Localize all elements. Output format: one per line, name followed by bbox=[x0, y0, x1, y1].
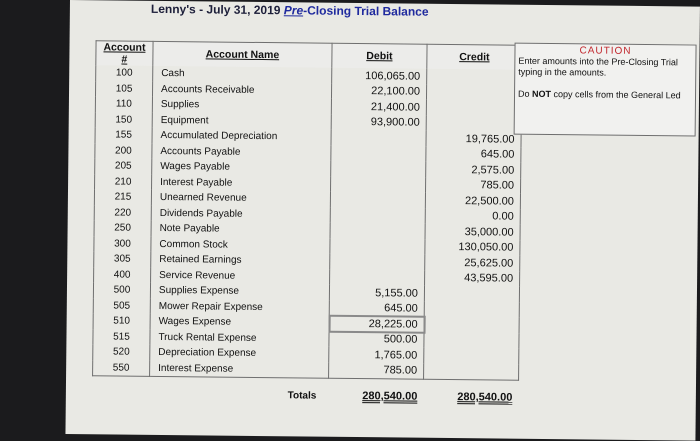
credit-cell[interactable] bbox=[426, 84, 521, 100]
credit-cell[interactable]: 43,595.00 bbox=[425, 270, 520, 286]
totals-row bbox=[92, 384, 518, 406]
credit-cell[interactable]: 2,575.00 bbox=[426, 162, 521, 178]
account-number-cell: 250 bbox=[94, 220, 151, 236]
debit-cell[interactable]: 28,225.00 bbox=[329, 316, 424, 332]
account-number-cell: 500 bbox=[93, 282, 150, 298]
account-name-cell: Depreciation Expense bbox=[150, 345, 329, 362]
credit-cell[interactable]: 22,500.00 bbox=[425, 193, 520, 209]
credit-cell[interactable] bbox=[424, 363, 519, 380]
account-name-cell: Service Revenue bbox=[151, 267, 330, 284]
account-name-cell: Wages Payable bbox=[152, 159, 331, 176]
debit-cell[interactable] bbox=[331, 176, 426, 192]
debit-header: Debit bbox=[332, 43, 427, 68]
credit-cell[interactable]: 645.00 bbox=[426, 146, 521, 162]
account-name-cell: Retained Earnings bbox=[151, 252, 330, 269]
account-name-cell: Accounts Receivable bbox=[152, 81, 331, 98]
account-number-cell: 215 bbox=[94, 189, 151, 205]
account-number-cell: 205 bbox=[95, 158, 152, 174]
trial-balance-body bbox=[92, 65, 522, 406]
trial-balance-table bbox=[92, 40, 523, 406]
account-number-cell: 105 bbox=[95, 81, 152, 97]
debit-cell[interactable] bbox=[330, 269, 425, 285]
credit-cell[interactable] bbox=[424, 317, 519, 333]
account-number-cell: 300 bbox=[94, 236, 151, 252]
totals-label: Totals bbox=[287, 389, 317, 402]
account-name-cell: Accounts Payable bbox=[152, 143, 331, 160]
account-name-header: Account Name bbox=[153, 41, 332, 67]
credit-cell[interactable] bbox=[426, 100, 521, 116]
account-name-cell: Wages Expense bbox=[150, 314, 329, 331]
caution-line-1: Enter amounts into the Pre-Closing Trial bbox=[518, 55, 679, 68]
debit-cell[interactable]: 21,400.00 bbox=[331, 99, 426, 115]
debit-cell[interactable]: 5,155.00 bbox=[329, 285, 424, 301]
caution-line-2: typing in the amounts. bbox=[518, 66, 607, 78]
caution-do: Do bbox=[517, 88, 533, 99]
total-credit[interactable]: 280,540.00 bbox=[457, 391, 513, 404]
account-name-cell: Note Payable bbox=[151, 221, 330, 238]
debit-cell[interactable] bbox=[330, 192, 425, 208]
debit-cell[interactable] bbox=[331, 145, 426, 161]
debit-cell[interactable]: 500.00 bbox=[329, 331, 424, 347]
credit-cell[interactable] bbox=[424, 301, 519, 317]
account-name-cell: Cash bbox=[153, 66, 332, 83]
credit-header: Credit bbox=[427, 44, 522, 69]
account-number-cell: 150 bbox=[95, 112, 152, 128]
account-number-cell: 200 bbox=[95, 143, 152, 159]
account-name-cell: Supplies Expense bbox=[150, 283, 329, 300]
debit-cell[interactable] bbox=[330, 223, 425, 239]
debit-cell[interactable] bbox=[330, 238, 425, 254]
credit-cell[interactable]: 25,625.00 bbox=[425, 255, 520, 271]
credit-cell[interactable] bbox=[424, 286, 519, 302]
account-name-cell: Common Stock bbox=[151, 236, 330, 253]
total-debit[interactable]: 280,540.00 bbox=[362, 390, 418, 403]
account-name-cell: Truck Rental Expense bbox=[150, 329, 329, 346]
account-name-cell: Dividends Payable bbox=[151, 205, 330, 222]
title-rest: -Closing Trial Balance bbox=[303, 3, 429, 19]
credit-cell[interactable] bbox=[426, 115, 521, 131]
title-prefix: Lenny's - July 31, 2019 bbox=[150, 1, 284, 18]
credit-cell[interactable] bbox=[424, 332, 519, 348]
caution-title: CAUTION bbox=[579, 45, 632, 57]
account-name-cell: Equipment bbox=[152, 112, 331, 129]
account-number-cell: 520 bbox=[93, 344, 150, 360]
account-number-cell: 100 bbox=[96, 65, 153, 81]
account-number-cell: 550 bbox=[93, 360, 150, 377]
debit-cell[interactable]: 93,900.00 bbox=[331, 114, 426, 130]
account-number-cell: 400 bbox=[94, 267, 151, 283]
credit-cell[interactable]: 0.00 bbox=[425, 208, 520, 224]
account-number-cell: 510 bbox=[93, 313, 150, 329]
credit-cell[interactable]: 130,050.00 bbox=[425, 239, 520, 255]
debit-cell[interactable] bbox=[331, 130, 426, 146]
credit-cell[interactable]: 35,000.00 bbox=[425, 224, 520, 240]
account-number-cell: 505 bbox=[93, 298, 150, 314]
caution-line-3-text: copy cells from the General Led bbox=[551, 89, 681, 101]
account-number-cell: 220 bbox=[94, 205, 151, 221]
account-name-cell: Interest Payable bbox=[152, 174, 331, 191]
account-name-cell: Accumulated Depreciation bbox=[152, 128, 331, 145]
account-number-header: Account # bbox=[96, 41, 153, 66]
account-name-cell: Mower Repair Expense bbox=[150, 298, 329, 315]
credit-cell[interactable]: 785.00 bbox=[426, 177, 521, 193]
debit-cell[interactable]: 22,100.00 bbox=[331, 83, 426, 99]
page-title bbox=[151, 2, 429, 19]
account-number-cell: 305 bbox=[94, 251, 151, 267]
account-number-cell: 110 bbox=[95, 96, 152, 112]
spreadsheet-sheet bbox=[65, 0, 700, 441]
account-name-cell: Supplies bbox=[152, 97, 331, 114]
credit-cell[interactable] bbox=[427, 69, 522, 85]
debit-cell[interactable] bbox=[331, 161, 426, 177]
account-name-cell: Interest Expense bbox=[150, 360, 329, 378]
account-number-cell: 515 bbox=[93, 329, 150, 345]
credit-cell[interactable] bbox=[424, 348, 519, 364]
caution-note bbox=[514, 43, 697, 137]
debit-cell[interactable]: 645.00 bbox=[329, 300, 424, 316]
account-number-cell: 210 bbox=[95, 174, 152, 190]
debit-cell[interactable]: 1,765.00 bbox=[329, 347, 424, 363]
title-pre: Pre bbox=[283, 3, 304, 18]
credit-cell[interactable]: 19,765.00 bbox=[426, 131, 521, 147]
debit-cell[interactable] bbox=[330, 254, 425, 270]
debit-cell[interactable] bbox=[330, 207, 425, 223]
account-name-cell: Unearned Revenue bbox=[151, 190, 330, 207]
account-number-cell: 155 bbox=[95, 127, 152, 143]
caution-line-3 bbox=[515, 89, 695, 102]
caution-not: NOT bbox=[532, 88, 552, 100]
debit-cell[interactable]: 106,065.00 bbox=[332, 68, 427, 84]
debit-cell[interactable]: 785.00 bbox=[329, 362, 424, 379]
